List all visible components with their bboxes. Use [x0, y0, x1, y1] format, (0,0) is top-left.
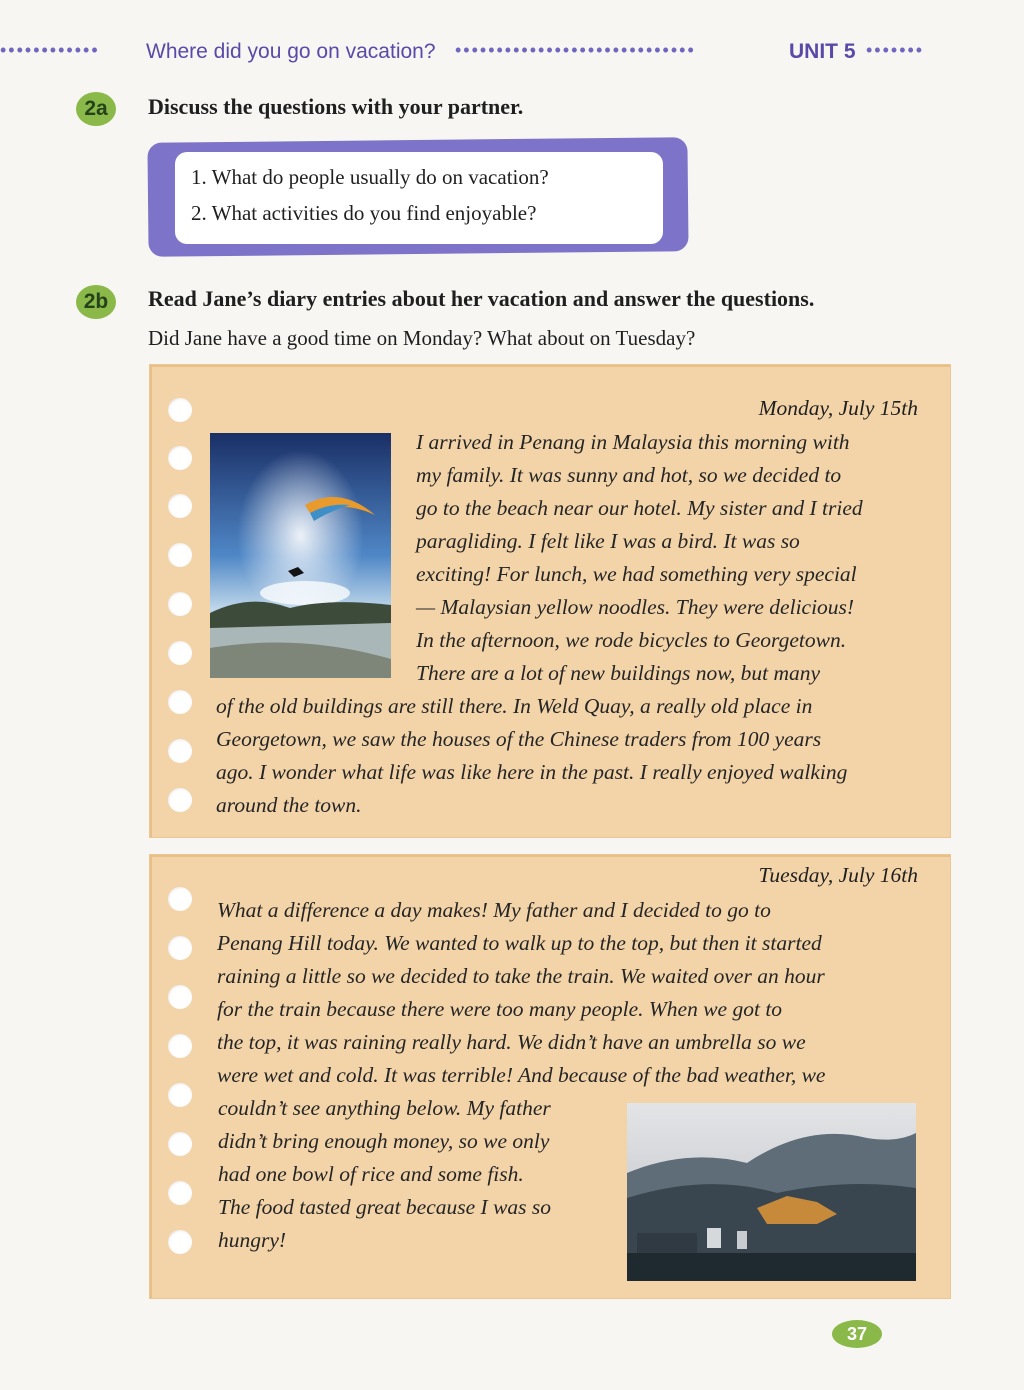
entry-1-top-text — [416, 426, 936, 690]
diary-line: hungry! — [218, 1228, 287, 1252]
diary-line: had one bowl of rice and some fish. — [218, 1162, 524, 1186]
header-dots-right: ••••••• — [866, 40, 925, 60]
binder-hole — [168, 641, 192, 665]
binder-hole — [168, 398, 192, 422]
header-dots-left: •••••••••••• — [0, 40, 100, 60]
diary-line: ago. I wonder what life was like here in the past. I really enjoyed walking — [216, 760, 848, 784]
binder-hole — [168, 543, 192, 567]
diary-line: Georgetown, we saw the houses of the Chinese traders from 100 years — [216, 727, 822, 751]
diary-line: the top, it was raining really hard. We didn’t have an umbrella so we — [217, 1030, 806, 1054]
diary-line: raining a little so we decided to take the train. We waited over an hour — [217, 964, 825, 988]
paragliding-beach-photo — [210, 433, 391, 678]
diary-line: What a difference a day makes! My father and I decided to go to — [217, 898, 771, 922]
unit-label: UNIT 5 — [789, 40, 856, 63]
diary-line: Penang Hill today. We wanted to walk up to the top, but then it started — [217, 931, 822, 955]
page-number: 37 — [832, 1320, 882, 1348]
entry-2-top-text — [217, 894, 937, 1092]
binder-hole — [168, 788, 192, 812]
binder-hole — [168, 1132, 192, 1156]
question-1: 1. What do people usually do on vacation? — [191, 165, 549, 189]
page-header — [0, 40, 1024, 68]
questions-box — [175, 152, 663, 244]
lesson-title: Where did you go on vacation? — [146, 40, 436, 63]
binder-hole — [168, 739, 192, 763]
binder-hole — [168, 592, 192, 616]
penang-hill-photo — [627, 1103, 916, 1281]
diary-line: go to the beach near our hotel. My sister and I tried — [416, 496, 863, 520]
diary-line: I arrived in Penang in Malaysia this morning with — [416, 430, 850, 454]
binder-hole — [168, 1083, 192, 1107]
entry-2-bottom-text — [218, 1092, 618, 1257]
entry-2-date: Tuesday, July 16th — [758, 863, 918, 887]
binder-hole — [168, 446, 192, 470]
binder-hole — [168, 1034, 192, 1058]
diary-line: paragliding. I felt like I was a bird. It was so — [416, 529, 800, 553]
diary-line: around the town. — [216, 793, 362, 817]
diary-line: didn’t bring enough money, so we only — [218, 1129, 550, 1153]
diary-line: of the old buildings are still there. In Weld Quay, a really old place in — [216, 694, 813, 718]
entry-1-date: Monday, July 15th — [758, 396, 918, 420]
diary-line: exciting! For lunch, we had something very special — [416, 562, 857, 586]
diary-line: There are a lot of new buildings now, but many — [416, 661, 821, 685]
diary-line: — Malaysian yellow noodles. They were delicious! — [416, 595, 855, 619]
diary-line: couldn’t see anything below. My father — [218, 1096, 551, 1120]
header-dots-middle: ••••••••••••••••••••••••••••• — [455, 40, 696, 60]
badge-2a: 2a — [76, 92, 116, 126]
binder-hole — [168, 690, 192, 714]
binder-hole — [168, 936, 192, 960]
diary-line: were wet and cold. It was terrible! And because of the bad weather, we — [217, 1063, 826, 1087]
instruction-2a: Discuss the questions with your partner. — [148, 94, 524, 119]
badge-2b: 2b — [76, 285, 116, 319]
diary-line: for the train because there were too many people. When we got to — [217, 997, 783, 1021]
binder-hole — [168, 494, 192, 518]
binder-hole — [168, 1181, 192, 1205]
binder-hole — [168, 887, 192, 911]
binder-hole — [168, 1230, 192, 1254]
reading-question: Did Jane have a good time on Monday? What about on Tuesday? — [148, 326, 696, 350]
diary-line: In the afternoon, we rode bicycles to Georgetown. — [416, 628, 847, 652]
instruction-2b: Read Jane’s diary entries about her vacation and answer the questions. — [148, 286, 815, 311]
diary-line: my family. It was sunny and hot, so we decided to — [416, 463, 842, 487]
diary-line: The food tasted great because I was so — [218, 1195, 552, 1219]
question-2: 2. What activities do you find enjoyable? — [191, 201, 537, 225]
entry-1-bottom-text — [216, 690, 936, 822]
binder-hole — [168, 985, 192, 1009]
